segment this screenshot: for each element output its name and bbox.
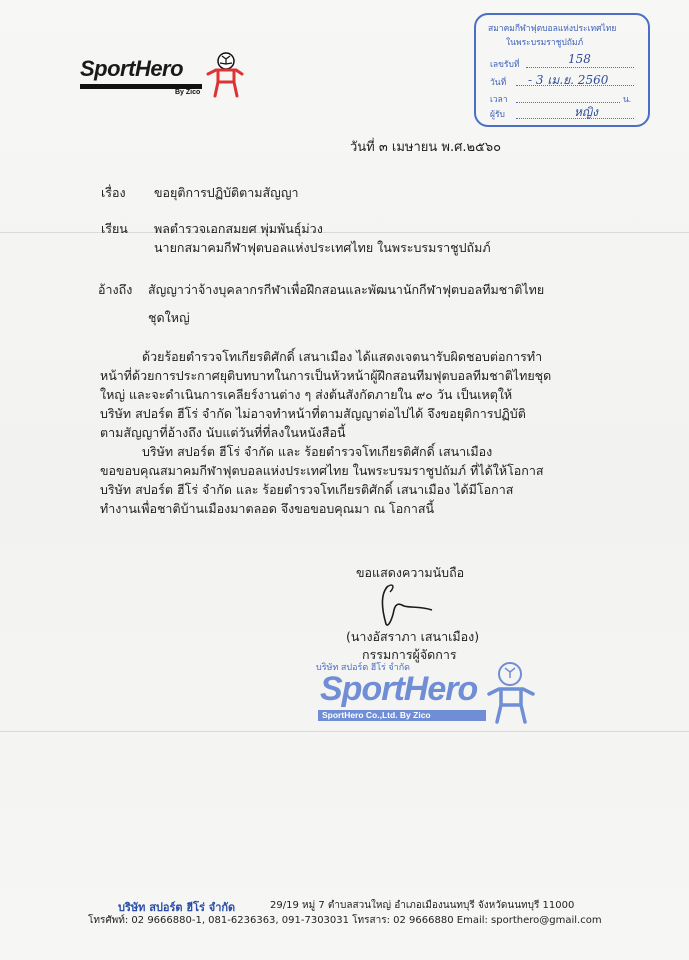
paper-fold <box>0 731 689 732</box>
sporthero-logo <box>80 52 245 100</box>
body-line: ตามสัญญาที่อ้างถึง นับแต่วันที่ที่ลงในหนังสือนี้ <box>100 425 346 440</box>
body-line: ด้วยร้อยตำรวจโทเกียรติศักดิ์ เสนาเมือง ได้แสดงเจตนารับผิดชอบต่อการทำ <box>142 349 543 364</box>
ref-line2: ชุดใหญ่ <box>148 310 190 325</box>
stamp-time-label: เวลา <box>490 94 508 104</box>
letter-date: วันที่ ๓ เมษายน พ.ศ.๒๕๖๐ <box>350 140 502 155</box>
to-label: เรียน <box>101 221 128 236</box>
company-stamp-bar-text: SportHero Co.,Ltd. By Zico <box>322 710 431 720</box>
company-stamp-figure-icon <box>486 660 536 726</box>
body-line: บริษัท สปอร์ต ฮีโร่ จำกัด ไม่อาจทำหน้าที่ตามสัญญาต่อไปได้ จึงขอยุติการปฏิบัติ <box>100 406 526 421</box>
stamp-time-suffix: น. <box>623 94 632 104</box>
logo-tagline: By Zico <box>175 89 201 96</box>
body-line: หน้าที่ด้วยการประกาศยุติบทบาทในการเป็นหัวหน้าผู้ฝึกสอนทีมฟุตบอลทีมชาติไทยชุด <box>100 368 552 383</box>
soccer-figure-icon <box>204 52 244 100</box>
logo-wordmark: SportHero <box>80 56 184 81</box>
to-title: นายกสมาคมกีฬาฟุตบอลแห่งประเทศไทย ในพระบรมราชูปถัมภ์ <box>154 240 491 255</box>
body-line: ใหญ่ และจะดำเนินการเคลียร์งานต่าง ๆ ส่งต้นสังกัดภายใน ๙๐ วัน เป็นเหตุให้ <box>100 387 513 402</box>
ref-label: อ้างถึง <box>98 282 133 297</box>
footer-address: 29/19 หมู่ 7 ตำบลสวนใหญ่ อำเภอเมืองนนทบุรี จังหวัดนนทบุรี 11000 <box>270 900 575 911</box>
body-line: บริษัท สปอร์ต ฮีโร่ จำกัด และ ร้อยตำรวจโทเกียรติศักดิ์ เสนาเมือง ได้มีโอกาส <box>100 482 514 497</box>
to-name: พลตำรวจเอกสมยศ พุ่มพันธุ์ม่วง <box>154 221 323 236</box>
body-line: ทำงานเพื่อชาติบ้านเมืองมาตลอด จึงขอขอบคุณมา ณ โอกาสนี้ <box>100 501 435 516</box>
footer-company: บริษัท สปอร์ต ฮีโร่ จำกัด <box>118 901 236 914</box>
stamp-receiver-label: ผู้รับ <box>490 109 505 119</box>
stamp-no-label: เลขรับที่ <box>490 59 520 69</box>
stamp-date-value: - 3 เม.ย. 2560 <box>528 73 609 87</box>
footer-contact: โทรศัพท์: 02 9666880-1, 081-6236363, 091-7303031 โทรสาร: 02 9666880 Email: sporthero@gmail.com <box>88 915 602 926</box>
handwritten-signature <box>370 580 440 630</box>
body-line: บริษัท สปอร์ต ฮีโร่ จำกัด และ ร้อยตำรวจโทเกียรติศักดิ์ เสนาเมือง <box>142 444 493 459</box>
subject-label: เรื่อง <box>101 185 126 200</box>
stamp-no-value: 158 <box>568 52 591 66</box>
stamp-date-label: วันที่ <box>490 77 507 87</box>
stamp-org-line1: สมาคมกีฬาฟุตบอลแห่งประเทศไทย <box>488 23 617 33</box>
subject-text: ขอยุติการปฏิบัติตามสัญญา <box>154 185 299 200</box>
stamp-receiver-value: หญิง <box>574 105 598 119</box>
receipt-stamp <box>474 13 650 127</box>
signer-name: (นางอัสราภา เสนาเมือง) <box>346 629 480 644</box>
company-stamp-wordmark: SportHero <box>320 670 478 708</box>
company-stamp-name: บริษัท สปอร์ต ฮีโร่ จำกัด <box>316 662 410 672</box>
closing-text: ขอแสดงความนับถือ <box>356 565 465 580</box>
ref-line1: สัญญาว่าจ้างบุคลากรกีฬาเพื่อฝึกสอนและพัฒนานักกีฬาฟุตบอลทีมชาติไทย <box>148 282 545 297</box>
signer-title: กรรมการผู้จัดการ <box>362 647 457 662</box>
stamp-org-line2: ในพระบรมราชูปถัมภ์ <box>506 37 584 47</box>
body-line: ขอขอบคุณสมาคมกีฬาฟุตบอลแห่งประเทศไทย ในพระบรมราชูปถัมภ์ ที่ได้ให้โอกาส <box>100 463 544 478</box>
